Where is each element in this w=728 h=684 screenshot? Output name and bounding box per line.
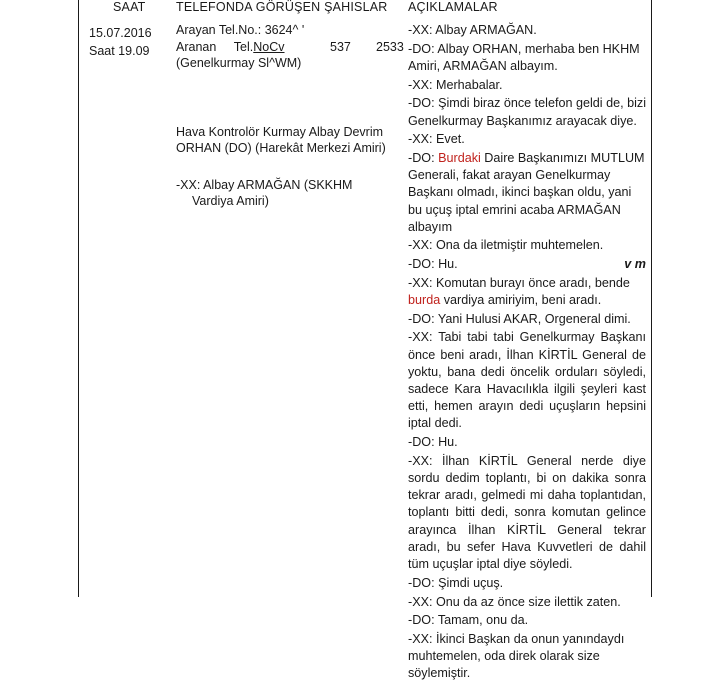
called-tel-prefix: Tel. [233, 39, 254, 54]
person-3-line-1: -XX: Albay ARMAĞAN (SKKHM [176, 177, 353, 192]
persons-column [176, 22, 404, 210]
person-2-line-1: Hava Kontrolör Kurmay Albay Devrim [176, 124, 384, 139]
emphasis-text: burda [408, 293, 441, 308]
spacer-1 [176, 72, 398, 124]
note-text: -DO: Hu. [408, 257, 458, 272]
note-line: -DO: Hu. [408, 435, 458, 450]
notes-column [408, 22, 646, 684]
caller-number: Arayan Tel.No.: 3624^ ' [176, 23, 305, 37]
called-number-1: 537 [330, 39, 351, 54]
note-line: -DO: Şimdi uçuş. [408, 575, 504, 590]
column-header-aciklamalar: AÇIKLAMALAR [408, 0, 498, 14]
called-label: Aranan [176, 39, 217, 54]
call-time: Saat 19.09 [89, 44, 150, 58]
note-line: -XX: Merhabalar. [408, 77, 503, 92]
handwritten-annotation-vm: v m [624, 257, 646, 272]
note-line: -XX: Ona da iletmiştir muhtemelen. [408, 238, 604, 253]
note-line: -XX: Evet. [408, 132, 465, 147]
called-number-row [176, 39, 404, 56]
vertical-rule-right [651, 0, 652, 597]
note-line: -XX: Albay ARMAĞAN. [408, 23, 537, 37]
note-line-with-annotation [408, 256, 646, 273]
vertical-rule-left [78, 0, 79, 597]
note-line: -DO: Yani Hulusi AKAR, Orgeneral dimi. [408, 311, 631, 326]
note-line: -XX: Tabi tabi tabi Genelkurmay Başkanı önce beni aradı, İlhan KİRTİL General de yoktu, bana dedi öncelik orduları söyledi, sadece Kara Havacılıkla ilgili şeyleri kast etti, hemen arayın dedi uçuşların hepsini iptal dedi. [408, 330, 646, 431]
emphasis-text: Burdaki [438, 150, 481, 165]
note-line: -DO: Albay ORHAN, merhaba ben HKHM Amiri, ARMAĞAN albayım. [408, 41, 640, 73]
note-line: -XX: İkinci Başkan da onun yanındaydı muhtemelen, oda direk olarak size söylemiştir. [408, 631, 625, 681]
note-line: -DO: Şimdi biraz önce telefon geldi de, bizi Genelkurmay Başkanımız arayacak diye. [408, 96, 646, 128]
person-3-line-2: Vardiya Amiri) [192, 194, 269, 208]
called-tel-underlined: NoCv [253, 39, 285, 54]
emphasis-text: bi [536, 471, 547, 486]
note-line: -XX: Komutan burayı önce aradı, bende burda vardiya amiriyim, beni aradı. [408, 275, 630, 308]
spacer-2 [176, 157, 398, 177]
column-header-sahislar: TELEFONDA GÖRÜŞEN ŞAHISLAR [176, 0, 388, 14]
time-column [89, 24, 171, 60]
emphasis-text: Tabi tabi tabi [438, 330, 514, 345]
person-2-line-2: ORHAN (DO) (Harekât Merkezi Amiri) [176, 141, 386, 155]
call-date: 15.07.2016 [89, 26, 152, 40]
note-line: -XX: İlhan KİRTİL General nerde diye sordu dedim toplantı, bi on dakika sonra tekrar aradı, gelmedi mi daha toplantıdan, toplantı bitti dedi, sonra komutan gelince arayınca İlhan KİRTİL General tekrar aradı, bu sefer Hava Kuvvetleri de dahil tüm uçuşlar iptal diye söyledi. [408, 453, 646, 572]
called-number-2: 2533 [376, 39, 404, 54]
note-line: -DO: Tamam, onu da. [408, 613, 529, 628]
note-line-highlighted: -DO: Burdaki Daire Başkanımızı MUTLUM Generali, fakat arayan Genelkurmay Başkanı olmadı, ikinci başkan oldu, yani bu uçuş iptal emrini acaba ARMAĞAN albayım [408, 150, 645, 234]
column-header-saat: SAAT [113, 0, 146, 14]
called-unit: (Genelkurmay Sl^WM) [176, 56, 302, 70]
note-line: -XX: Onu da az önce size ilettik zaten. [408, 594, 621, 609]
